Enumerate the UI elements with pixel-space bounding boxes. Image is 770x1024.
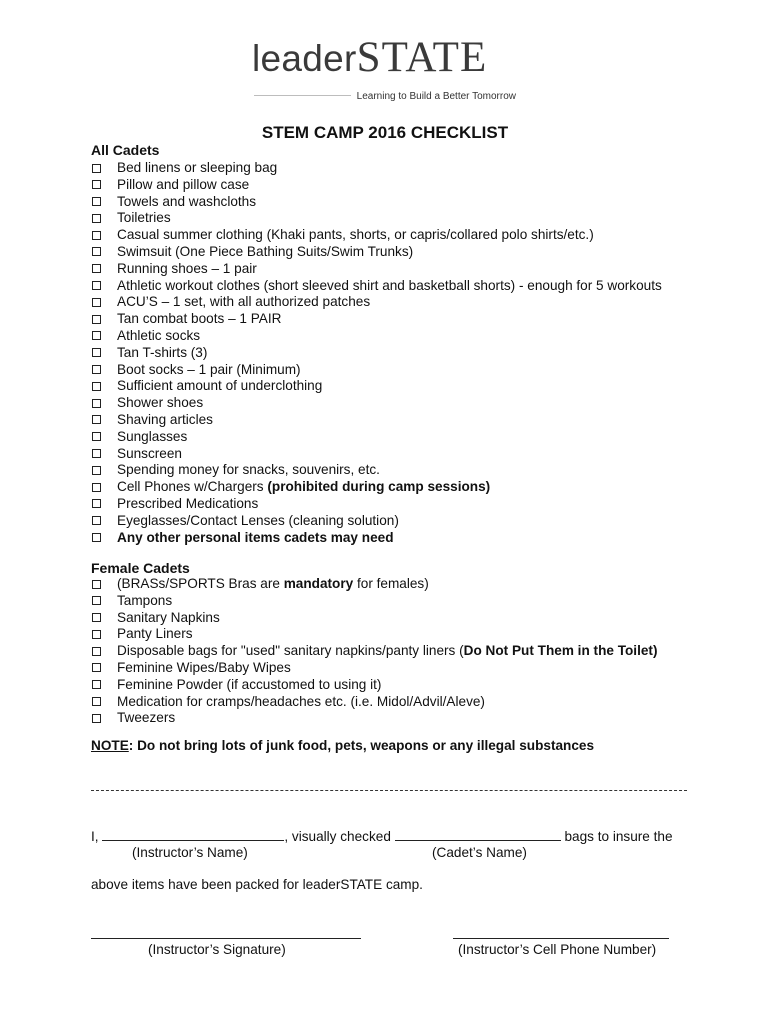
item-text: Tampons <box>117 592 173 608</box>
checklist-item <box>91 177 662 194</box>
all-cadets-checklist <box>91 160 662 546</box>
item-text: Sufficient amount of underclothing <box>117 378 323 394</box>
checklist-item <box>91 462 662 479</box>
item-text: Disposable bags for "used" sanitary napkins/panty liners ( <box>117 643 464 659</box>
checkbox[interactable] <box>92 580 101 589</box>
checkbox[interactable] <box>92 533 101 542</box>
checklist-item <box>91 345 662 362</box>
page-title: STEM CAMP 2016 CHECKLIST <box>261 123 509 142</box>
item-text: (BRASs/SPORTS Bras are <box>117 576 284 591</box>
checkbox[interactable] <box>92 315 101 324</box>
checkbox[interactable] <box>92 516 101 525</box>
checklist-item <box>91 496 662 513</box>
item-text: Sanitary Napkins <box>117 609 220 625</box>
checkbox[interactable] <box>92 365 101 374</box>
item-text: Eyeglasses/Contact Lenses (cleaning solution) <box>117 512 399 528</box>
item-text: Spending money for snacks, souvenirs, etc. <box>117 462 380 478</box>
item-text: Feminine Wipes/Baby Wipes <box>117 659 291 675</box>
item-text: Towels and washcloths <box>117 193 257 209</box>
item-text: Casual summer clothing (Khaki pants, shorts, or capris/collared polo shirts/etc.) <box>117 227 594 243</box>
dashed-divider <box>91 790 687 791</box>
checkbox[interactable] <box>92 680 101 689</box>
item-text-after: for females) <box>353 576 429 591</box>
checkbox[interactable] <box>92 466 101 475</box>
item-text: Shaving articles <box>117 411 213 427</box>
note-label: NOTE <box>91 738 129 753</box>
checkbox[interactable] <box>92 415 101 424</box>
all-cadets-heading: All Cadets <box>91 142 160 158</box>
checkbox[interactable] <box>92 432 101 441</box>
checklist-item <box>91 412 662 429</box>
checklist-item <box>91 160 662 177</box>
checkbox[interactable] <box>92 596 101 605</box>
signature-caption: (Instructor’s Signature) <box>148 942 286 957</box>
checkbox[interactable] <box>92 382 101 391</box>
item-text: Shower shoes <box>117 395 204 411</box>
instructor-name-caption: (Instructor’s Name) <box>132 845 248 860</box>
item-text: Cell Phones w/Chargers <box>117 479 268 495</box>
item-text: Running shoes – 1 pair <box>117 260 257 276</box>
checklist-item <box>91 677 657 694</box>
checklist-item <box>91 362 662 379</box>
note-text: : Do not bring lots of junk food, pets, weapons or any illegal substances <box>128 738 595 753</box>
female-cadets-checklist <box>91 576 657 727</box>
logo-tagline: Learning to Build a Better Tomorrow <box>351 91 516 102</box>
checklist-item <box>91 395 662 412</box>
item-text: Boot socks – 1 pair (Minimum) <box>117 361 301 377</box>
checkbox[interactable] <box>92 231 101 240</box>
checklist-item <box>91 446 662 463</box>
checklist-item <box>91 694 657 711</box>
item-emphasis: Any other personal items cadets may need <box>117 529 394 545</box>
item-text: Panty Liners <box>117 626 193 642</box>
checkbox[interactable] <box>92 331 101 340</box>
item-text: Toiletries <box>117 210 171 226</box>
item-text: Athletic socks <box>117 327 201 343</box>
checklist-item <box>91 194 662 211</box>
checkbox[interactable] <box>92 197 101 206</box>
checklist-item <box>91 643 657 660</box>
item-text: Feminine Powder (if accustomed to using it) <box>117 676 382 692</box>
instructor-name-blank[interactable] <box>102 828 284 841</box>
checklist-item <box>91 244 662 261</box>
note <box>91 738 594 753</box>
item-text: Pillow and pillow case <box>117 176 250 192</box>
item-text: Sunscreen <box>117 445 182 461</box>
checkbox[interactable] <box>92 264 101 273</box>
checklist-item <box>91 227 662 244</box>
checkbox[interactable] <box>92 399 101 408</box>
item-text: Tan combat boots – 1 PAIR <box>117 311 282 327</box>
checkbox[interactable] <box>92 630 101 639</box>
checkbox[interactable] <box>92 647 101 656</box>
cadet-name-caption: (Cadet’s Name) <box>432 845 527 860</box>
item-text: Bed linens or sleeping bag <box>117 160 278 175</box>
item-text: Medication for cramps/headaches etc. (i.e. Midol/Advil/Aleve) <box>117 693 485 709</box>
cadet-name-blank[interactable] <box>395 828 561 841</box>
checklist-item <box>91 378 662 395</box>
item-text: ACU’S – 1 set, with all authorized patches <box>117 294 371 310</box>
checklist-item <box>91 278 662 295</box>
item-text: Tweezers <box>117 710 176 726</box>
signature-line[interactable] <box>91 938 361 939</box>
checklist-item <box>91 479 662 496</box>
item-text: Athletic workout clothes (short sleeved shirt and basketball shorts) - enough for 5 workouts <box>117 277 662 293</box>
checklist-item <box>91 294 662 311</box>
checkbox[interactable] <box>92 449 101 458</box>
checkbox[interactable] <box>92 348 101 357</box>
checkbox[interactable] <box>92 247 101 256</box>
item-text: Prescribed Medications <box>117 495 259 511</box>
checkbox[interactable] <box>92 281 101 290</box>
checkbox[interactable] <box>92 164 101 173</box>
checklist-item <box>91 610 657 627</box>
checkbox[interactable] <box>92 697 101 706</box>
leaderstate-logo <box>252 36 522 106</box>
checkbox[interactable] <box>92 714 101 723</box>
checklist-item <box>91 593 657 610</box>
checklist-item <box>91 626 657 643</box>
form-prefix: I, <box>91 829 99 844</box>
statement: above items have been packed for leaderSTATE camp. <box>91 877 423 892</box>
form-suffix: bags to insure the <box>564 829 673 844</box>
checklist-item <box>91 311 662 328</box>
checklist-item <box>91 210 662 227</box>
item-emphasis: Do Not Put Them in the Toilet) <box>463 643 658 659</box>
checkbox[interactable] <box>92 180 101 189</box>
phone-caption: (Instructor’s Cell Phone Number) <box>458 942 657 957</box>
checkbox[interactable] <box>92 298 101 307</box>
checklist-item <box>91 513 662 530</box>
item-text: Sunglasses <box>117 428 188 444</box>
item-emphasis: mandatory <box>283 576 354 591</box>
checkbox[interactable] <box>92 483 101 492</box>
logo-wordmark: leaderSTATE <box>252 34 488 81</box>
item-emphasis: (prohibited during camp sessions) <box>267 479 491 495</box>
checklist-item <box>91 710 657 727</box>
phone-line[interactable] <box>453 938 669 939</box>
verification-line <box>91 828 673 844</box>
form-mid: , visually checked <box>284 829 391 844</box>
checklist-item <box>91 530 662 547</box>
checkbox[interactable] <box>92 214 101 223</box>
checklist-item <box>91 261 662 278</box>
checklist-item <box>91 576 657 593</box>
checkbox[interactable] <box>92 663 101 672</box>
item-text: Swimsuit (One Piece Bathing Suits/Swim Trunks) <box>117 243 414 259</box>
checkbox[interactable] <box>92 499 101 508</box>
female-cadets-heading: Female Cadets <box>91 560 190 576</box>
item-text: Tan T-shirts (3) <box>117 344 208 360</box>
checklist-item <box>91 429 662 446</box>
checklist-item <box>91 660 657 677</box>
checklist-item <box>91 328 662 345</box>
checkbox[interactable] <box>92 613 101 622</box>
